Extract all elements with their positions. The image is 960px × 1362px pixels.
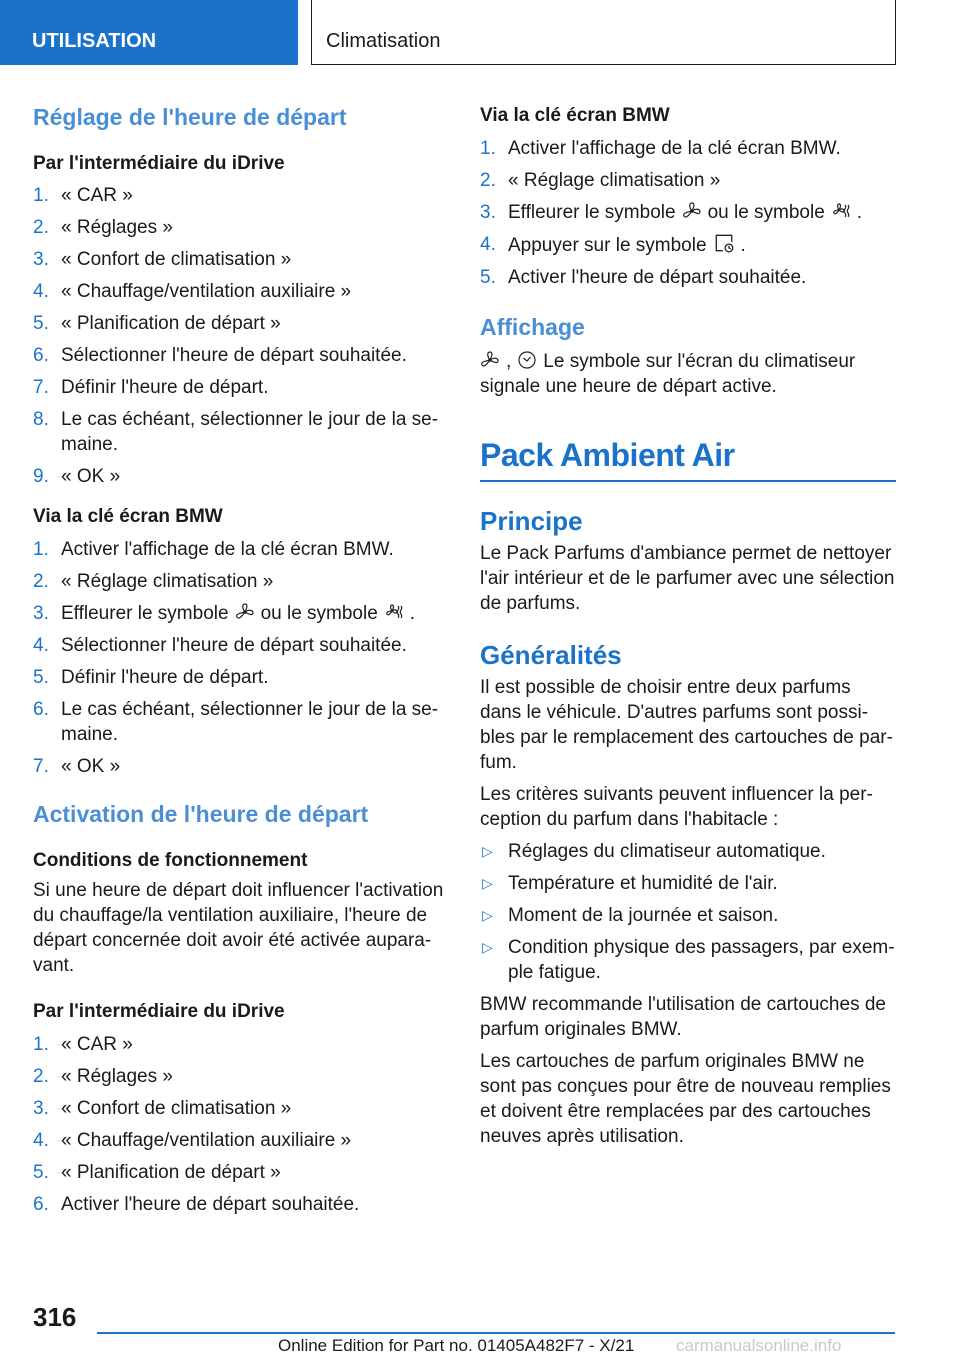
footer-rule <box>97 1332 895 1334</box>
list-item <box>33 183 453 208</box>
step-number: 7. <box>33 377 49 399</box>
fan-icon <box>480 350 500 370</box>
item-text: Réglages du climatiseur automatique. <box>508 841 826 863</box>
steps-idrive-activate <box>33 1032 453 1217</box>
page-number: 316 <box>33 1302 77 1332</box>
heading-general: Généralités <box>480 640 622 671</box>
list-item <box>33 464 453 489</box>
list-item: 3. Effleurer le symbole ou le symbole . <box>480 201 863 223</box>
step-number: 3. <box>33 249 49 271</box>
subheading-display-key: Via la clé écran BMW <box>33 506 223 528</box>
list-item <box>33 1064 453 1089</box>
heading-set-departure-time: Réglage de l'heure de départ <box>33 104 347 130</box>
heading-display: Affichage <box>480 313 585 340</box>
item-text: « Planification de départ » <box>61 1161 281 1183</box>
list-item <box>33 1032 453 1057</box>
clock-icon <box>517 350 537 370</box>
step-number: 1. <box>33 185 49 207</box>
step-number: 1. <box>33 1033 49 1055</box>
item-text: « Réglages » <box>61 217 173 239</box>
paragraph-principle: Le Pack Parfums d'ambiance permet de nettoyer l'air intérieur et de le parfumer avec une sélection de parfums. <box>480 543 895 615</box>
timer-icon <box>713 232 735 254</box>
item-text: « Chauffage/ventilation auxiliaire » <box>61 281 352 303</box>
item-text: Définir l'heure de départ. <box>61 377 269 399</box>
step-number: 2. <box>33 217 49 239</box>
bullet-item <box>480 903 896 928</box>
step-number: 8. <box>33 409 49 431</box>
item-text: Le cas échéant, sélectionner le jour de la se-maine. <box>61 409 439 456</box>
bullet-marker: ▷ <box>482 907 493 924</box>
section-label: UTILISATION <box>32 30 157 52</box>
paragraph-recommend: BMW recommande l'utilisation de cartouches de parfum originales BMW. <box>480 994 886 1041</box>
fan-heat-icon <box>384 602 404 622</box>
paragraph-conditions: Si une heure de départ doit influencer l'activation du chauffage/la ventilation auxiliaire, l'heure de départ concernée doit avoir été activée aupara-vant. <box>33 880 444 977</box>
heading-activate-departure-time: Activation de l'heure de départ <box>33 800 369 827</box>
list-item: 6. Le cas échéant, sélectionner le jour de la se-maine. <box>33 698 439 745</box>
item-text: « CAR » <box>61 185 133 207</box>
item-text: Activer l'heure de départ souhaitée. <box>61 1193 360 1215</box>
step-number: 4. <box>33 1129 49 1151</box>
chapter-title-ambient-air: Pack Ambient Air <box>480 437 896 482</box>
watermark: carmanualsonline.info <box>676 1336 842 1355</box>
item-text: « CAR » <box>61 1033 133 1055</box>
item-text: « Réglages » <box>61 1065 173 1087</box>
list-item <box>33 407 453 457</box>
step-number: 6. <box>33 345 49 367</box>
chapter-tab <box>311 0 896 65</box>
list-item <box>33 311 453 336</box>
bullet-item <box>480 935 896 985</box>
steps-display-key-set <box>33 537 453 779</box>
steps-idrive-set <box>33 183 453 489</box>
list-item <box>33 215 453 240</box>
list-item: 5. Définir l'heure de départ. <box>33 666 269 688</box>
paragraph-general-1: Il est possible de choisir entre deux parfums dans le véhicule. D'autres parfums sont possi-bles par le remplacement des cartouches de par-fum. <box>480 677 893 774</box>
subheading-operating-conditions: Conditions de fonctionnement <box>33 849 308 871</box>
subheading-idrive-activate: Par l'intermédiaire du iDrive <box>33 1001 285 1023</box>
list-item <box>33 279 453 304</box>
step-number: 4. <box>33 281 49 303</box>
step-number: 3. <box>33 1097 49 1119</box>
list-item: 1. Activer l'affichage de la clé écran BMW. <box>480 137 841 159</box>
list-item: 4. Sélectionner l'heure de départ souhaitée. <box>33 634 407 656</box>
step-number: 5. <box>33 313 49 335</box>
fan-icon <box>235 602 255 622</box>
fan-heat-icon <box>831 201 851 221</box>
step-number: 5. <box>33 1161 49 1183</box>
list-item: 2. « Réglage climatisation » <box>480 169 721 191</box>
item-text: « Confort de climatisation » <box>61 249 292 271</box>
bullets-influence <box>480 839 896 985</box>
list-item <box>33 1128 453 1153</box>
left-column <box>33 100 453 1217</box>
section-tab <box>0 0 298 65</box>
bullet-marker: ▷ <box>482 939 493 956</box>
step-number: 6. <box>33 1193 49 1215</box>
list-item: 2. « Réglage climatisation » <box>33 570 274 592</box>
list-item: 7. « OK » <box>33 755 121 777</box>
paragraph-general-2: Les critères suivants peuvent influencer la per-ception du parfum dans l'habitacle : <box>480 784 873 831</box>
item-text: Condition physique des passagers, par exem-ple fatigue. <box>508 937 895 984</box>
list-item <box>33 1160 453 1185</box>
edition-note: Online Edition for Part no. 01405A482F7 - X/21 <box>278 1336 635 1355</box>
item-text: « OK » <box>61 466 121 488</box>
item-text: Moment de la journée et saison. <box>508 905 779 927</box>
step-number: 9. <box>33 466 49 488</box>
item-text: « Confort de climatisation » <box>61 1097 292 1119</box>
list-item <box>33 375 453 400</box>
list-item <box>33 1192 453 1217</box>
subheading-idrive: Par l'intermédiaire du iDrive <box>33 152 285 174</box>
subheading-display-key-activate: Via la clé écran BMW <box>480 105 670 126</box>
bullet-item <box>480 839 896 864</box>
fan-icon <box>682 201 702 221</box>
list-item <box>33 247 453 272</box>
list-item: 5. Activer l'heure de départ souhaitée. <box>480 266 807 288</box>
list-item: 1. Activer l'affichage de la clé écran BMW. <box>33 538 394 560</box>
steps-display-key-activate <box>480 136 896 290</box>
chapter-label: Climatisation <box>326 30 441 52</box>
step-number: 2. <box>33 1065 49 1087</box>
bullet-item <box>480 871 896 896</box>
list-item <box>33 343 453 368</box>
bullet-marker: ▷ <box>482 843 493 860</box>
right-column <box>480 100 896 1149</box>
list-item: 4. Appuyer sur le symbole . <box>480 233 746 256</box>
item-text: Température et humidité de l'air. <box>508 873 778 895</box>
heading-principle: Principe <box>480 506 583 537</box>
list-item: 3. Effleurer le symbole ou le symbole . <box>33 602 416 624</box>
paragraph-cartridges: Les cartouches de parfum originales BMW ne sont pas conçues pour être de nouveau remplies et doivent être remplacées par des cartouches neuves après utilisation. <box>480 1051 891 1148</box>
bullet-marker: ▷ <box>482 875 493 892</box>
paragraph-display: , Le symbole sur l'écran du climatiseur signale une heure de départ active. <box>480 351 856 398</box>
item-text: « Chauffage/ventilation auxiliaire » <box>61 1129 352 1151</box>
item-text: « Planification de départ » <box>61 313 281 335</box>
item-text: Sélectionner l'heure de départ souhaitée. <box>61 345 407 367</box>
list-item <box>33 1096 453 1121</box>
